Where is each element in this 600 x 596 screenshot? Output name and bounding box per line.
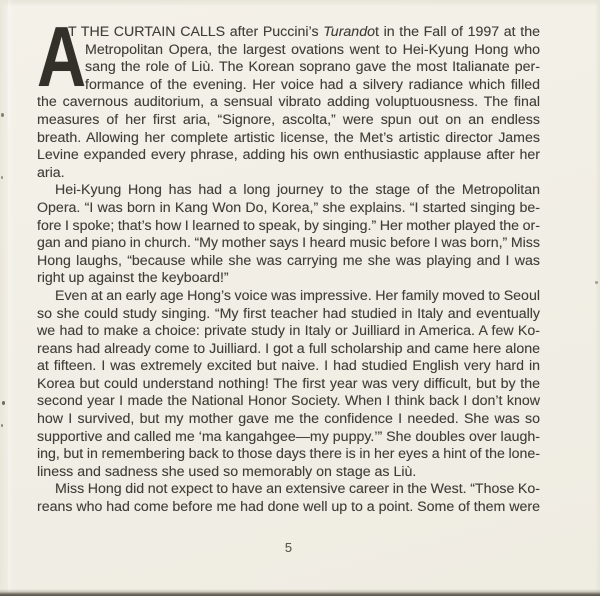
text-segment: reans had already come to Juilliard. I got a full scholarship and came here alone	[37, 340, 540, 357]
text-line	[37, 130, 540, 148]
text-segment: breath. Allowing her complete artistic license, the Met’s artistic director James	[37, 129, 540, 146]
text-line	[37, 165, 540, 183]
text-segment: Even at an early age Hong’s voice was impressive. Her family moved to Seoul	[55, 287, 540, 304]
text-line	[37, 182, 540, 200]
scan-speck	[1, 424, 3, 427]
text-line	[37, 429, 540, 447]
text-segment: Opera. “I was born in Kang Won Do, Korea,” she explains. “I started singing be-	[37, 199, 540, 216]
text-line	[37, 393, 540, 411]
text-segment: supportive and called me ‘ma kangahgee—my puppy.’” She doubles over laugh-	[37, 428, 540, 445]
text-line	[37, 288, 540, 306]
text-segment: liness and sadness she used so memorably on stage as Liù.	[37, 463, 417, 480]
text-line	[37, 411, 540, 429]
text-segment: t in the Fall of 1997 at the	[374, 24, 540, 40]
text-line	[37, 358, 540, 376]
text-line	[37, 218, 540, 236]
text-line	[37, 235, 540, 253]
text-segment: Miss Hong did not expect to have an extensive career in the West. “Those Ko-	[55, 481, 540, 498]
text-segment: fore I spoke; that’s how I learned to speak, by singing.” Her mother played the or-	[37, 217, 540, 234]
text-segment: how I survived, but my mother gave me the confidence I needed. She was so	[37, 411, 540, 428]
text-line	[37, 481, 540, 499]
scan-edge-left-highlight	[8, 0, 14, 596]
text-segment: measures of her first aria, “Signore, ascolta,” were spun out on an endless	[37, 111, 540, 128]
paragraph	[37, 182, 540, 288]
text-segment: ing, but in remembering back to those days there is in her eyes a hint of the lone-	[37, 446, 540, 463]
scan-edge-right	[595, 0, 600, 596]
text-line	[37, 464, 540, 482]
text-line	[37, 306, 540, 324]
text-line	[37, 499, 540, 517]
text-line	[37, 270, 540, 288]
text-line	[37, 24, 540, 42]
text-segment: Hei-Kyung Hong has had a long journey to the stage of the Metropolitan	[55, 182, 540, 199]
text-line	[37, 323, 540, 341]
scan-edge-bottom	[0, 589, 600, 596]
text-line	[37, 446, 540, 464]
scan-speck	[595, 281, 598, 284]
scan-speck	[1, 176, 3, 179]
text-segment: Hong laughs, “because while she was carrying me she was playing and I was	[37, 252, 540, 269]
text-segment: Metropolitan Opera, the largest ovations went to Hei-Kyung Hong who	[85, 41, 540, 58]
text-segment: reans who had come before me had done well up to a point. Some of them were	[37, 499, 540, 516]
paragraph	[37, 288, 540, 482]
scan-edge-top	[0, 0, 600, 6]
italic-text: Turando	[323, 24, 375, 40]
drop-cap-letter: A	[37, 10, 87, 105]
text-segment: gan and piano in church. “My mother says I heard music before I was born,” Miss	[37, 235, 540, 252]
scan-speck	[2, 401, 5, 405]
text-line	[37, 200, 540, 218]
text-line	[37, 77, 540, 95]
text-segment: formance of the evening. Her voice had a silvery radiance which filled	[85, 76, 540, 93]
text-segment: so she could study singing. “My first teacher had studied in Italy and eventually	[37, 305, 540, 322]
text-segment: T THE CURTAIN CALLS after Puccini’s	[68, 24, 324, 40]
text-line	[37, 147, 540, 165]
scan-speck	[1, 113, 4, 117]
article-text	[37, 10, 540, 517]
text-segment: we had to make a choice: private study in Italy or Juilliard in America. A few Ko-	[37, 323, 540, 340]
text-line	[37, 253, 540, 271]
text-line	[37, 59, 540, 77]
text-segment: the cavernous auditorium, a sensual vibrato adding voluptuousness. The final	[37, 94, 540, 111]
text-line	[37, 341, 540, 359]
text-segment: at fifteen. I was extremely excited but naive. I had studied English very hard in	[37, 358, 540, 375]
text-line	[37, 42, 540, 60]
text-line	[37, 112, 540, 130]
paragraph	[37, 24, 540, 182]
text-line	[37, 376, 540, 394]
text-segment: sang the role of Liù. The Korean soprano gave the most Italianate per-	[85, 59, 540, 76]
paragraph	[37, 481, 540, 516]
text-segment: aria.	[37, 164, 65, 181]
text-segment: second year I made the National Honor Society. When I think back I don’t know	[37, 393, 540, 410]
text-line	[37, 94, 540, 112]
text-segment: right up against the keyboard!”	[37, 270, 229, 287]
text-segment: Levine expanded every phrase, adding his own enthusiastic applause after her	[37, 147, 540, 164]
page-number: 5	[284, 540, 293, 555]
text-segment: Korea but could understand nothing! The first year was very difficult, but by the	[37, 375, 540, 392]
